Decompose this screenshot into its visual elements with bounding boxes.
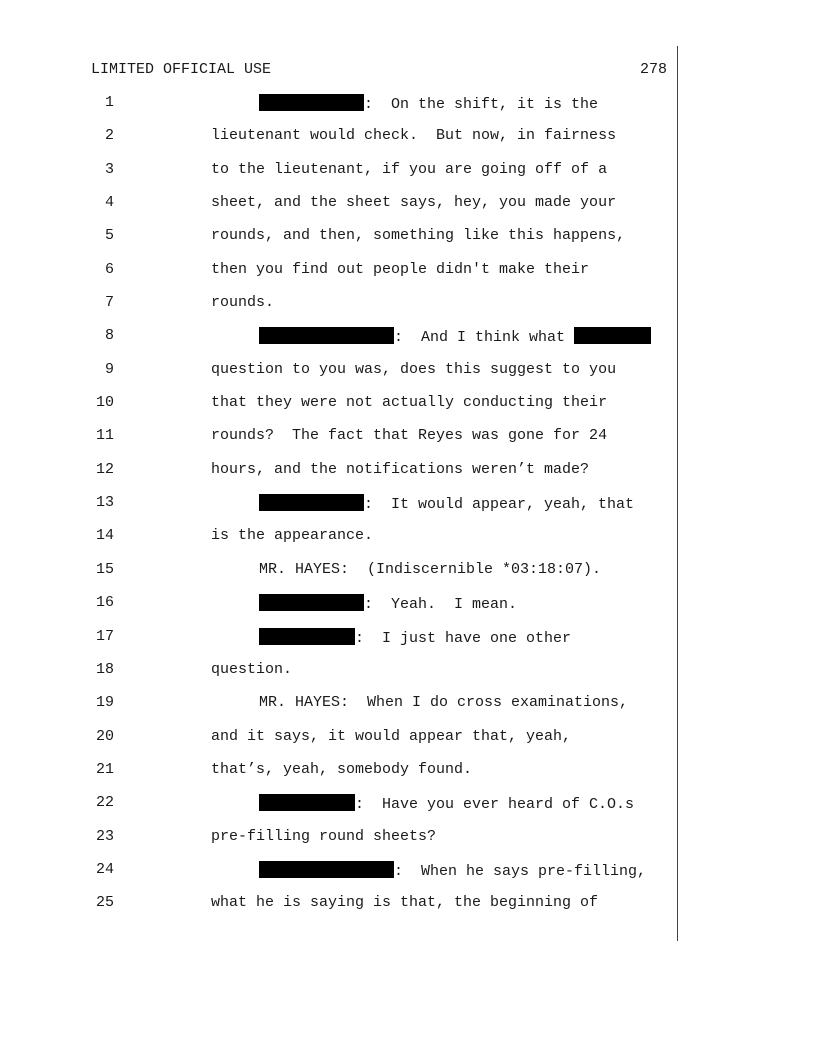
line-number: 9 (104, 360, 114, 378)
line-text: is the appearance. (211, 527, 374, 545)
transcript-line (0, 427, 700, 460)
line-text: and it says, it would appear that, yeah, (211, 727, 572, 745)
line-text: then you find out people didn't make their (211, 260, 590, 278)
transcript-line (0, 227, 700, 260)
line-text (259, 794, 634, 813)
redaction-box (259, 628, 355, 645)
line-number: 6 (104, 260, 114, 278)
line-text: MR. HAYES: When I do cross examinations, (259, 694, 629, 712)
transcript-line (0, 794, 700, 827)
line-text: rounds, and then, something like this happens, (211, 227, 626, 245)
line-text (259, 628, 571, 647)
redaction-box (259, 94, 364, 111)
transcript-line (0, 828, 700, 861)
transcript-line (0, 761, 700, 794)
transcript-line (0, 361, 700, 394)
line-content: : When he says pre-filling, (394, 862, 647, 880)
transcript-line (0, 527, 700, 560)
line-number: 17 (95, 627, 114, 645)
transcript-line (0, 628, 700, 661)
line-text: MR. HAYES: (Indiscernible *03:18:07). (259, 560, 602, 578)
line-number: 7 (104, 294, 114, 312)
line-number: 20 (95, 727, 114, 745)
transcript-line (0, 261, 700, 294)
line-number: 16 (95, 594, 114, 612)
transcript-line (0, 728, 700, 761)
line-text (259, 327, 651, 346)
line-text: that they were not actually conducting their (211, 394, 608, 412)
redaction-box (259, 594, 364, 611)
redaction-box (574, 327, 651, 344)
redaction-box (259, 861, 394, 878)
line-number: 10 (95, 394, 114, 412)
line-number: 5 (104, 227, 114, 245)
transcript-line (0, 94, 700, 127)
line-text: hours, and the notifications weren’t made? (211, 460, 590, 478)
line-text: question. (211, 660, 293, 678)
line-text: lieutenant would check. But now, in fairness (211, 127, 617, 145)
page-number: 278 (639, 61, 667, 78)
redaction-box (259, 327, 394, 344)
transcript-line (0, 661, 700, 694)
line-text (259, 594, 517, 613)
transcript-line (0, 694, 700, 727)
line-number: 21 (95, 760, 114, 778)
line-number: 8 (104, 327, 114, 345)
line-text: question to you was, does this suggest to you (211, 360, 617, 378)
transcript-line (0, 494, 700, 527)
line-number: 24 (95, 860, 114, 878)
transcript-line (0, 461, 700, 494)
line-number: 13 (95, 494, 114, 512)
line-content: : Have you ever heard of C.O.s (355, 796, 635, 814)
line-number: 22 (95, 794, 114, 812)
transcript-line (0, 561, 700, 594)
line-number: 14 (95, 527, 114, 545)
line-text: pre-filling round sheets? (211, 827, 437, 845)
transcript-line (0, 594, 700, 627)
line-number: 19 (95, 694, 114, 712)
transcript-line (0, 194, 700, 227)
transcript-line (0, 894, 700, 927)
line-text: rounds. (211, 294, 275, 312)
line-content: : Yeah. I mean. (364, 596, 518, 614)
line-number: 25 (95, 894, 114, 912)
line-number: 3 (104, 160, 114, 178)
transcript-line (0, 127, 700, 160)
classification-header: LIMITED OFFICIAL USE (91, 61, 272, 78)
transcript-line (0, 327, 700, 360)
transcript-line (0, 294, 700, 327)
line-text: sheet, and the sheet says, hey, you made your (211, 194, 617, 212)
line-text: rounds? The fact that Reyes was gone for 24 (211, 427, 608, 445)
line-content: : I just have one other (355, 629, 572, 647)
line-text: that’s, yeah, somebody found. (211, 760, 473, 778)
line-content: : On the shift, it is the (364, 96, 599, 113)
line-text (259, 861, 646, 880)
transcript-lines (0, 94, 700, 928)
line-text (259, 94, 598, 113)
line-text (259, 494, 634, 513)
line-text: to the lieutenant, if you are going off of a (211, 160, 608, 178)
line-content: : And I think what (394, 329, 575, 347)
line-number: 2 (104, 127, 114, 145)
line-number: 12 (95, 460, 114, 478)
line-text: what he is saying is that, the beginning of (211, 894, 599, 912)
redaction-box (259, 794, 355, 811)
line-number: 4 (104, 194, 114, 212)
transcript-line (0, 394, 700, 427)
line-number: 11 (95, 427, 114, 445)
line-number: 15 (95, 560, 114, 578)
line-number: 18 (95, 660, 114, 678)
line-number: 23 (95, 827, 114, 845)
transcript-line (0, 161, 700, 194)
line-number: 1 (104, 94, 114, 111)
redaction-box (259, 494, 364, 511)
transcript-line (0, 861, 700, 894)
line-content: : It would appear, yeah, that (364, 496, 635, 514)
